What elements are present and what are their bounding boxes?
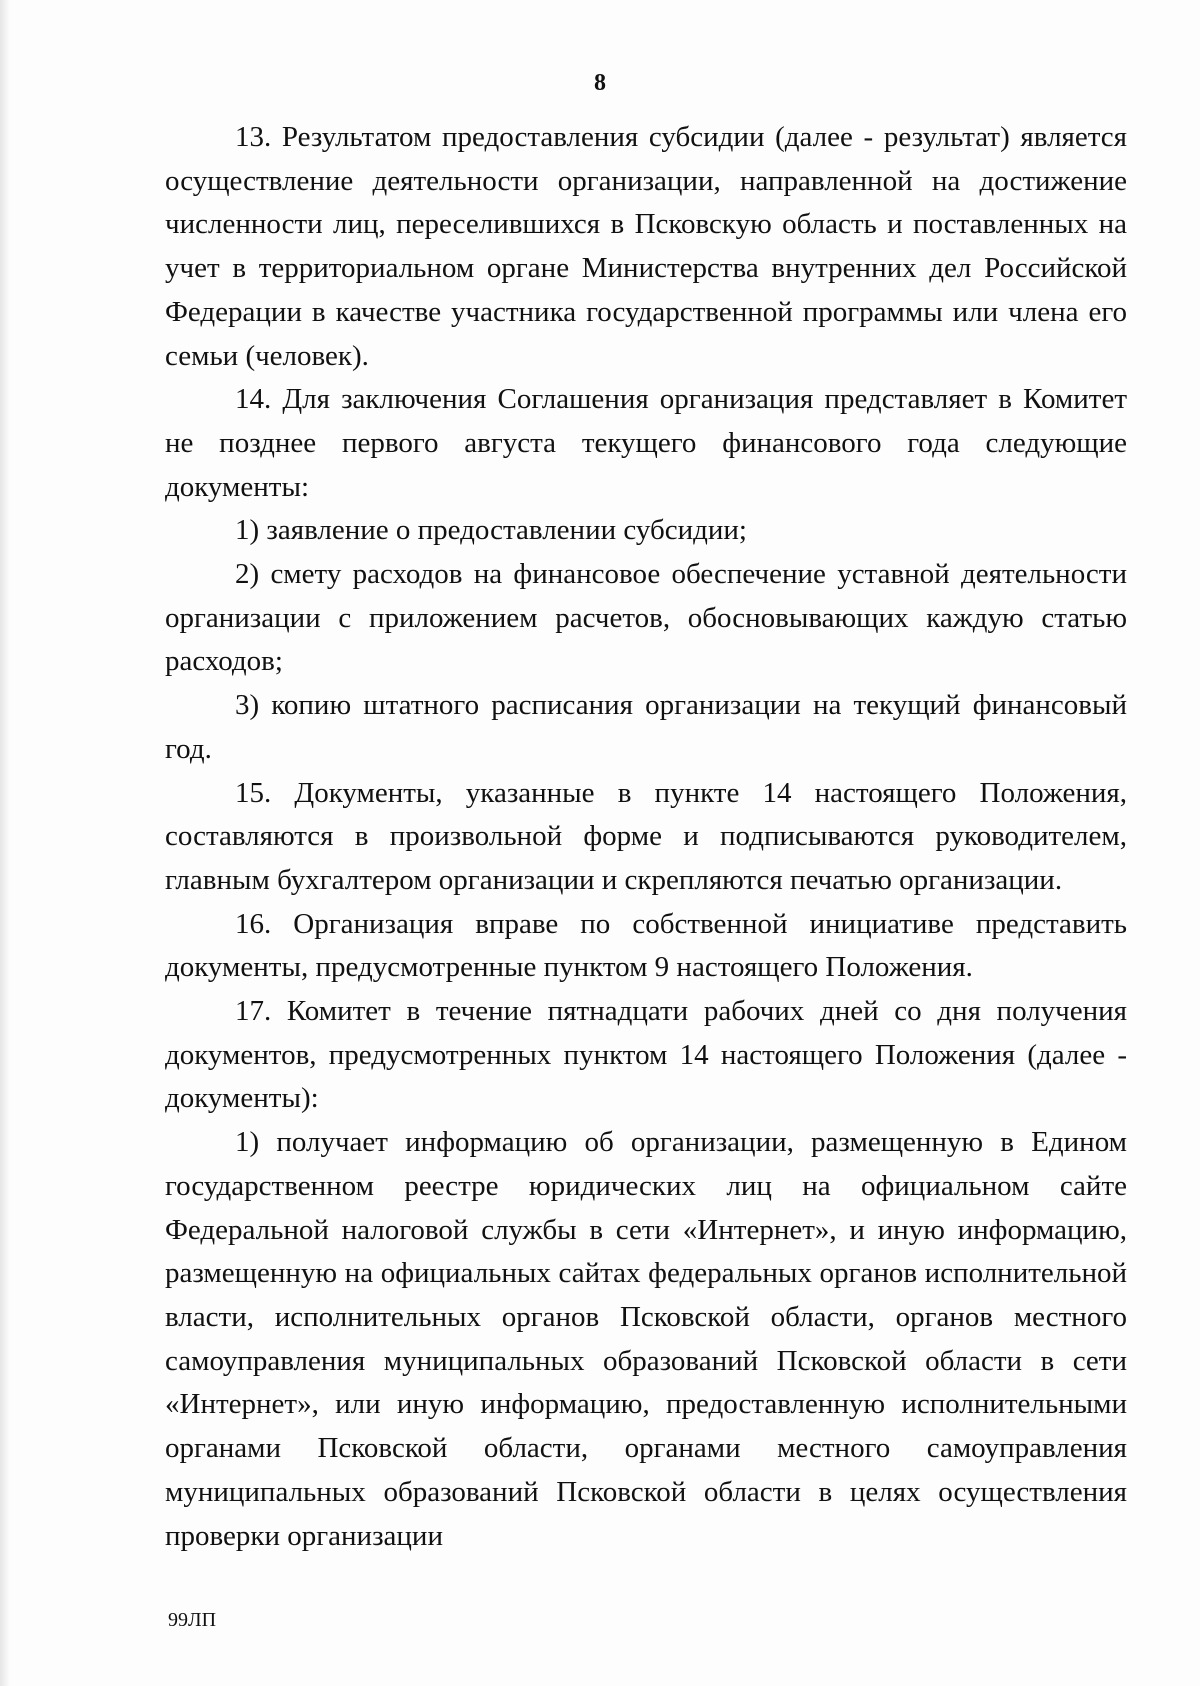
scan-edge — [0, 0, 10, 1686]
page-number: 8 — [594, 70, 606, 96]
paragraph-13: 13. Результатом предоставления субсидии (далее - результат) является осуществление деятельности организации, направленной на достижение численности лиц, переселившихся в Псковскую область и поставленных на учет в территориальном органе Министерства внутренних дел Российской Федерации в качестве участника государственной программы или члена его семьи (человек). — [165, 121, 1127, 372]
paragraph-16: 16. Организация вправе по собственной инициативе представить документы, предусмотренные пунктом 9 настоящего Положения. — [165, 907, 1127, 984]
list-item-14-1: 1) заявление о предоставлении субсидии; — [235, 514, 747, 547]
paragraph-17: 17. Комитет в течение пятнадцати рабочих дней со дня получения документов, предусмотренных пунктом 14 настоящего Положения (далее - документы): — [165, 995, 1127, 1115]
list-item-14-2: 2) смету расходов на финансовое обеспечение уставной деятельности организации с приложением расчетов, обосновывающих каждую статью расходов; — [165, 558, 1127, 678]
footer-document-code: 99ЛП — [168, 1609, 217, 1631]
list-item-17-1: 1) получает информацию об организации, размещенную в Едином государственном реестре юридических лиц на официальном сайте Федеральной налоговой службы в сети «Интернет», и иную информацию, размещенную на официальных сайтах федеральных органов исполнительной власти, исполнительных органов Псковской области, органов местного самоуправления муниципальных образований Псковской области в сети «Интернет», или иную информацию, предоставленную исполнительными органами Псковской области, органами местного самоуправления муниципальных образований Псковской области в целях осуществления проверки организации — [165, 1126, 1127, 1552]
document-body — [165, 116, 1127, 1558]
paragraph-15: 15. Документы, указанные в пункте 14 настоящего Положения, составляются в произвольной форме и подписываются руководителем, главным бухгалтером организации и скрепляются печатью организации. — [165, 776, 1127, 896]
paragraph-14: 14. Для заключения Соглашения организация представляет в Комитет не позднее первого августа текущего финансового года следующие документы: — [165, 383, 1127, 503]
list-item-14-3: 3) копию штатного расписания организации на текущий финансовый год. — [165, 689, 1127, 765]
